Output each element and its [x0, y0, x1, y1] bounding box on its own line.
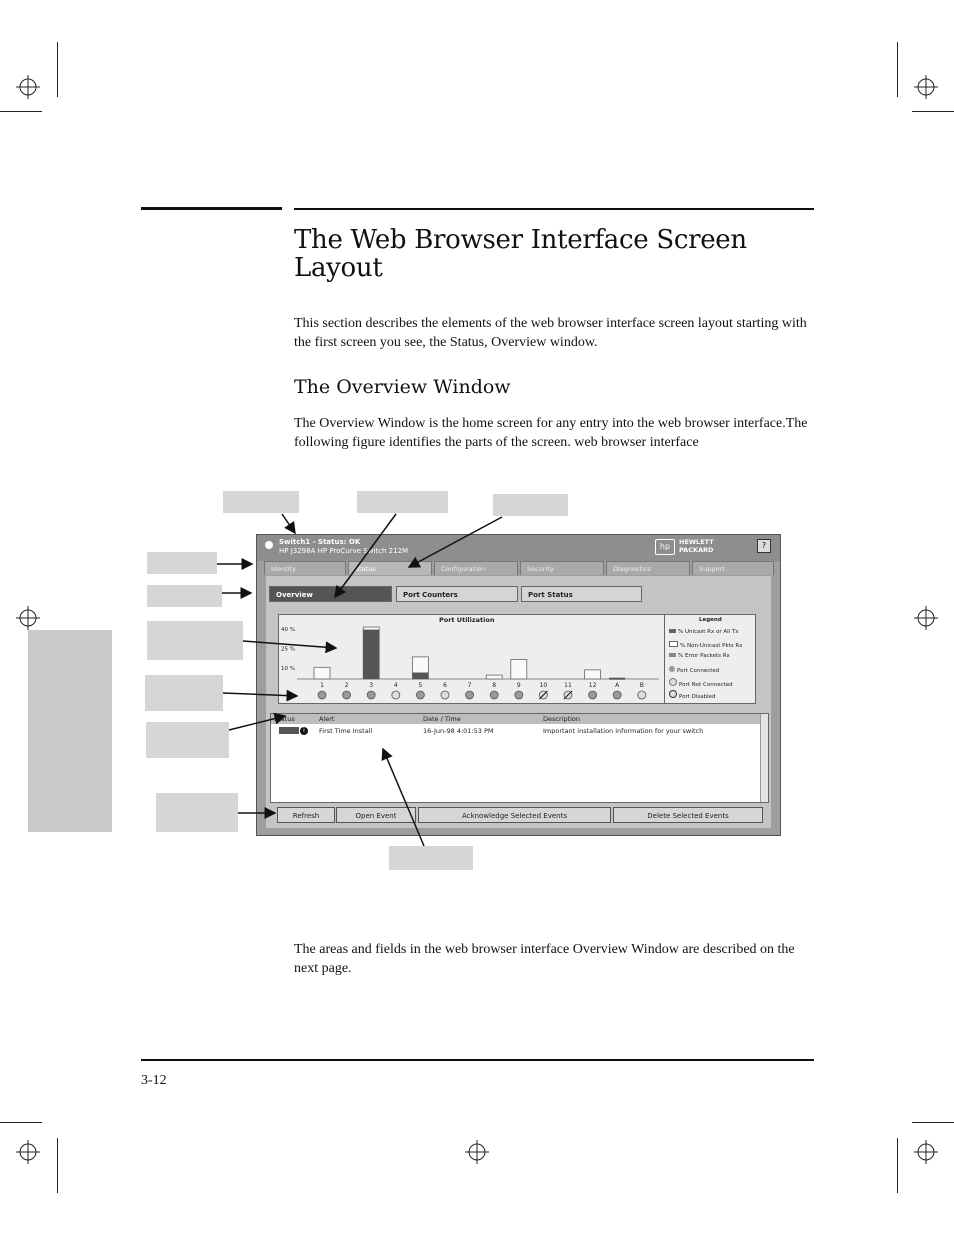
- port-label: 2: [344, 682, 349, 689]
- acknowledge-events-button[interactable]: Acknowledge Selected Events: [418, 807, 611, 823]
- help-button[interactable]: ?: [757, 539, 771, 553]
- chart-title: Port Utilization: [439, 616, 495, 624]
- legend-item: % Error Packets Rx: [669, 653, 730, 659]
- delete-events-button[interactable]: Delete Selected Events: [613, 807, 763, 823]
- port-label: 10: [539, 682, 548, 689]
- tab-support[interactable]: Support: [692, 561, 774, 575]
- port-label: 9: [516, 682, 521, 689]
- legend-item: % Unicast Rx or All Tx: [669, 629, 739, 635]
- port-label: 4: [393, 682, 398, 689]
- info-icon: i: [300, 727, 308, 735]
- legend-title: Legend: [699, 617, 722, 623]
- port-label: 11: [564, 682, 572, 689]
- port-label: 6: [443, 682, 447, 689]
- port-label: A: [615, 682, 620, 689]
- legend-item: % Non-Unicast Pkts Rx: [669, 641, 742, 649]
- port-label: 1: [320, 682, 324, 689]
- column-date-time[interactable]: Date / Time: [423, 715, 461, 723]
- tab-status[interactable]: Status: [348, 561, 432, 575]
- switch-status-title: Switch1 - Status: OK: [279, 538, 361, 546]
- subtab-port-status[interactable]: Port Status: [521, 586, 642, 602]
- refresh-button[interactable]: Refresh: [277, 807, 335, 823]
- hp-logo-icon: hp: [655, 539, 675, 555]
- y-axis-label: 40 %: [281, 627, 295, 633]
- section-paragraph: The Overview Window is the home screen for any entry into the web browser interface.The following figure identifies the parts of the screen. web browser interface: [294, 416, 808, 450]
- column-alert[interactable]: Alert: [319, 715, 335, 723]
- tab-diagnostics[interactable]: Diagnostics: [606, 561, 690, 575]
- page-number: 3-12: [141, 1073, 167, 1088]
- tab-identity[interactable]: Identity: [264, 561, 346, 575]
- event-alert: First Time Install: [319, 727, 373, 735]
- tab-security[interactable]: Security: [520, 561, 604, 575]
- port-label: 3: [369, 682, 374, 689]
- port-label: 12: [588, 682, 597, 689]
- event-date: 16-Jun-98 4:01:53 PM: [423, 727, 494, 735]
- intro-paragraph: This section describes the elements of the web browser interface screen layout starting with the first screen you see, the Status, Overview window.: [294, 316, 807, 350]
- y-axis-label: 25 %: [281, 646, 295, 653]
- hp-company-name: HEWLETT PACKARD: [679, 538, 714, 554]
- closing-paragraph: The areas and fields in the web browser interface Overview Window are described on the next page.: [294, 942, 795, 976]
- y-axis-label: 10 %: [281, 666, 295, 672]
- port-label: 7: [467, 682, 472, 689]
- legend-item: Port Not Connected: [669, 678, 733, 688]
- port-label: 5: [418, 682, 423, 689]
- column-status[interactable]: Status: [274, 715, 295, 723]
- footer-rule: [141, 1059, 814, 1061]
- section-heading: The Overview Window: [294, 376, 511, 398]
- subtab-overview[interactable]: Overview: [269, 586, 392, 602]
- event-description: Important installation information for your switch: [543, 727, 704, 735]
- legend-item: Port Connected: [669, 666, 719, 674]
- port-label: B: [639, 682, 644, 689]
- port-label: 8: [492, 682, 497, 689]
- legend-item: Port Disabled: [669, 690, 716, 700]
- open-event-button[interactable]: Open Event: [336, 807, 416, 823]
- column-description[interactable]: Description: [543, 715, 581, 723]
- tab-configuration[interactable]: Configuration: [434, 561, 518, 575]
- switch-model: HP J3298A HP ProCurve Switch 212M: [279, 547, 409, 555]
- subtab-port-counters[interactable]: Port Counters: [396, 586, 518, 602]
- page-title: The Web Browser Interface Screen Layout: [294, 225, 747, 283]
